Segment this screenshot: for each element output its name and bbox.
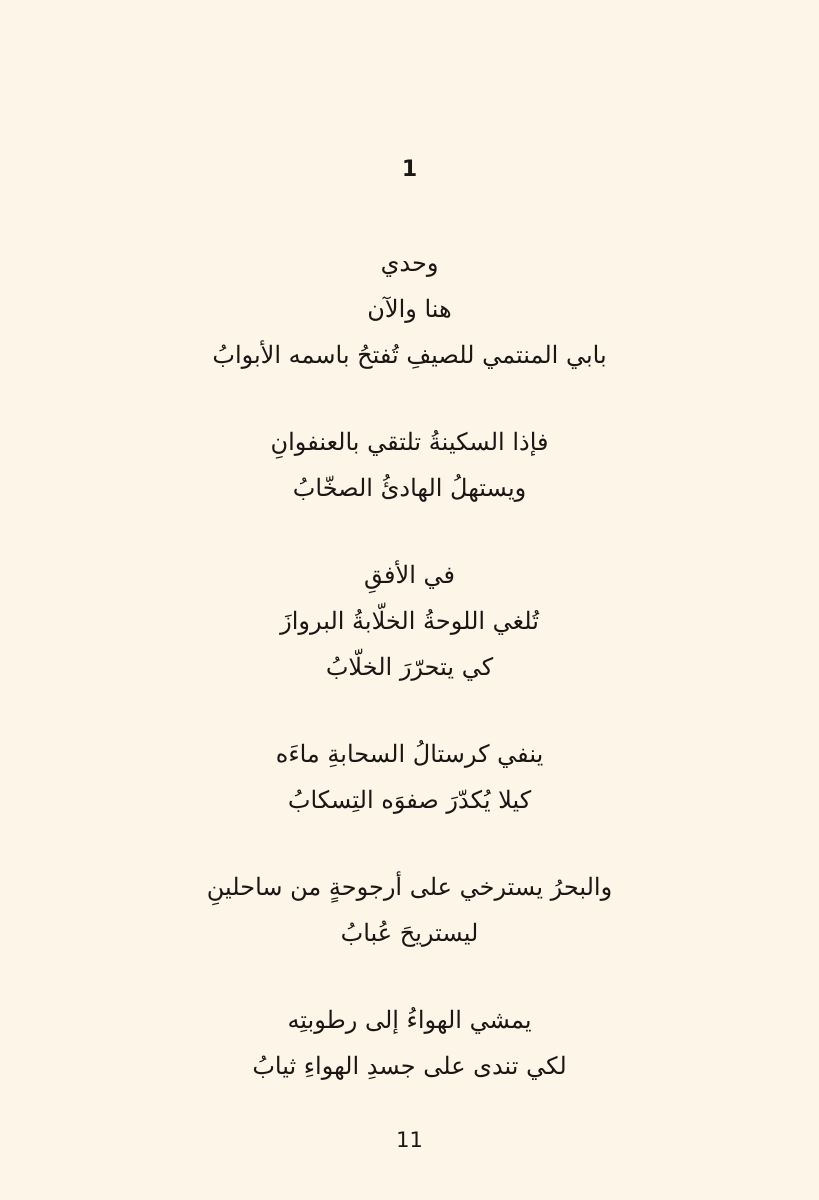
- poem-line: كي يتحرّرَ الخلّابُ: [325, 653, 494, 681]
- poem-line: تُلغي اللوحةُ الخلّابةُ البروازَ: [280, 607, 539, 635]
- poem-line: وحدي: [380, 249, 439, 277]
- poem: [0, 240, 819, 1130]
- poem-line: بابي المنتمي للصيفِ تُفتحُ باسمه الأبوابُ: [212, 341, 607, 369]
- poem-line: ليستريحَ عُبابُ: [340, 919, 479, 947]
- poem-line: كيلا يُكدّرَ صفوَه التِسكابُ: [287, 786, 532, 814]
- poem-line: ينفي كرستالُ السحابةِ ماءَه: [275, 740, 544, 768]
- poem-line: ويستهلُ الهادئُ الصخّابُ: [292, 474, 527, 502]
- poem-line: فإذا السكينةُ تلتقي بالعنفوانِ: [270, 428, 549, 456]
- poem-line: والبحرُ يسترخي على أرجوحةٍ من ساحلينِ: [206, 873, 613, 901]
- section-number: 1: [401, 157, 418, 182]
- stanza-6: [0, 997, 819, 1089]
- stanza-2: [0, 419, 819, 511]
- poem-line: يمشي الهواءُ إلى رطوبتِه: [287, 1006, 532, 1034]
- stanza-5: [0, 864, 819, 956]
- stanza-3: [0, 552, 819, 690]
- poem-line: هنا والآن: [367, 295, 452, 323]
- stanza-4: [0, 731, 819, 823]
- poem-line: لكي تندى على جسدِ الهواءِ ثيابُ: [252, 1052, 567, 1080]
- page-number: 11: [396, 1128, 423, 1152]
- stanza-1: [0, 240, 819, 378]
- poem-line: في الأفقِ: [364, 561, 455, 589]
